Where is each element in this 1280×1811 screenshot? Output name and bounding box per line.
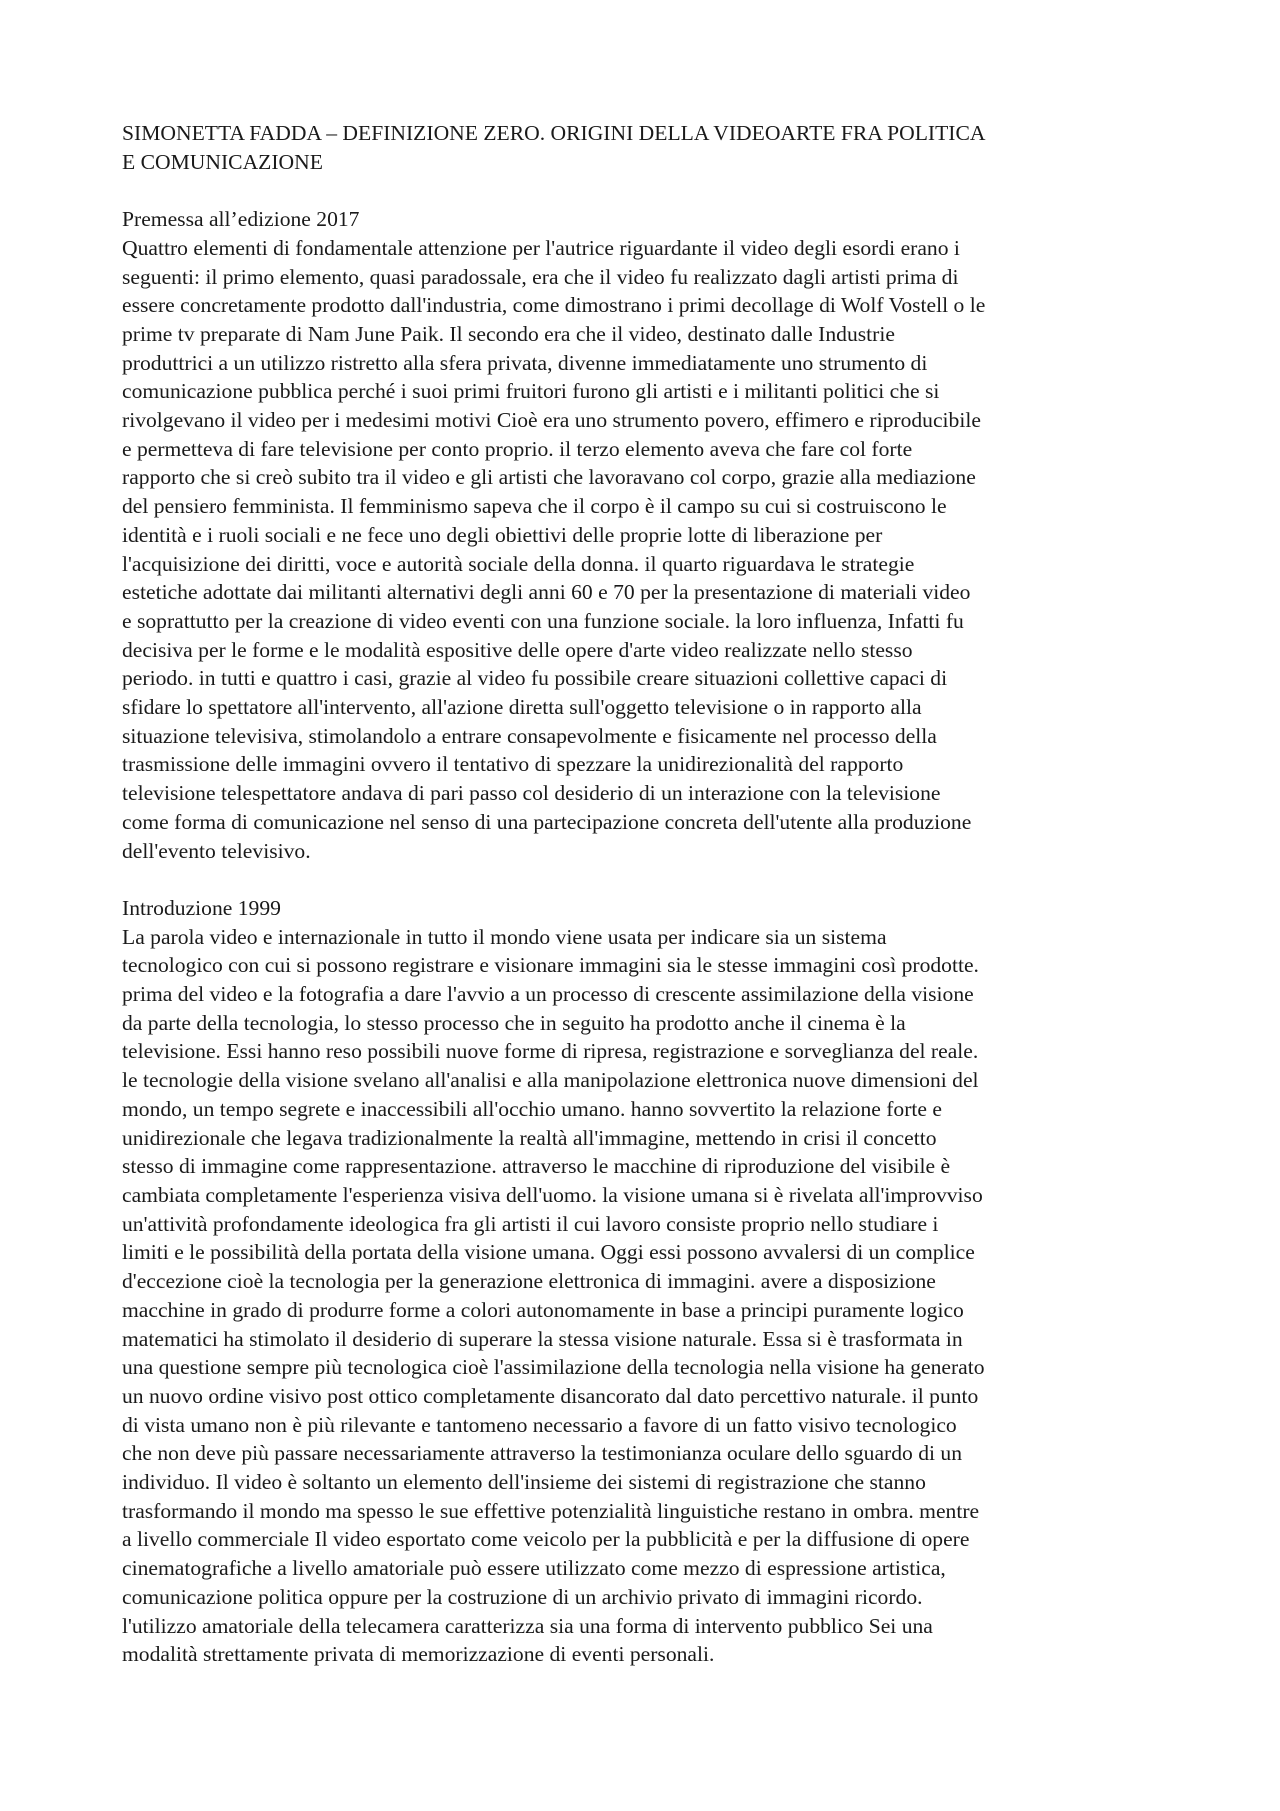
section-body (122, 234, 1172, 865)
paragraph-line: prime tv preparate di Nam June Paik. Il secondo era che il video, destinato dalle Industrie (122, 321, 895, 346)
paragraph-line: macchine in grado di produrre forme a colori autonomamente in base a principi puramente logico (122, 1297, 964, 1322)
paragraph-line: decisiva per le forme e le modalità espositive delle opere d'arte video realizzate nello stesso (122, 637, 913, 662)
paragraph-line: situazione televisiva, stimolandolo a entrare consapevolmente e fisicamente nel processo della (122, 723, 937, 748)
paragraph-line: un'attività profondamente ideologica fra gli artisti il cui lavoro consiste proprio nello studiare i (122, 1211, 939, 1236)
paragraph-line: di vista umano non è più rilevante e tantomeno necessario a favore di un fatto visivo tecnologico (122, 1412, 957, 1437)
title-line: E COMUNICAZIONE (122, 149, 323, 174)
paragraph-line: periodo. in tutti e quattro i casi, grazie al video fu possibile creare situazioni collettive capaci di (122, 666, 948, 691)
paragraph-line: e permetteva di fare televisione per conto proprio. il terzo elemento aveva che fare col forte (122, 436, 913, 461)
paragraph-line: l'acquisizione dei diritti, voce e autorità sociale della donna. il quarto riguardava le strategie (122, 551, 915, 576)
paragraph-line: a livello commerciale Il video esportato come veicolo per la pubblicità e per la diffusione di opere (122, 1527, 970, 1552)
paragraph-line: comunicazione pubblica perché i suoi primi fruitori furono gli artisti e i militanti politici che si (122, 379, 940, 404)
paragraph-line: l'utilizzo amatoriale della telecamera caratterizza sia una forma di intervento pubblico Sei una (122, 1613, 933, 1638)
paragraph-line: le tecnologie della visione svelano all'analisi e alla manipolazione elettronica nuove dimensioni del (122, 1068, 979, 1093)
section-heading: Premessa all’edizione 2017 (122, 207, 360, 232)
paragraph-line: unidirezionale che legava tradizionalmente la realtà all'immagine, mettendo in crisi il concetto (122, 1125, 937, 1150)
document-page (122, 119, 1172, 1698)
paragraph-line: una questione sempre più tecnologica cioè l'assimilazione della tecnologia nella visione ha generato (122, 1355, 985, 1380)
section-heading: Introduzione 1999 (122, 895, 281, 920)
paragraph-line: un nuovo ordine visivo post ottico completamente disancorato dal dato percettivo naturale. il punto (122, 1383, 979, 1408)
paragraph-line: seguenti: il primo elemento, quasi paradossale, era che il video fu realizzato dagli artisti prima di (122, 264, 959, 289)
paragraph-line: estetiche adottate dai militanti alternativi degli anni 60 e 70 per la presentazione di materiali video (122, 580, 971, 605)
paragraph-line: sfidare lo spettatore all'intervento, all'azione diretta sull'oggetto televisione o in rapporto alla (122, 695, 922, 720)
paragraph-line: modalità strettamente privata di memorizzazione di eventi personali. (122, 1642, 715, 1667)
paragraph-line: stesso di immagine come rappresentazione. attraverso le macchine di riproduzione del visibile è (122, 1154, 951, 1179)
title-line: SIMONETTA FADDA – DEFINIZIONE ZERO. ORIGINI DELLA VIDEOARTE FRA POLITICA (122, 121, 986, 145)
paragraph-line: identità e i ruoli sociali e ne fece uno degli obiettivi delle proprie lotte di liberazione per (122, 522, 883, 547)
paragraph-line: produttrici a un utilizzo ristretto alla sfera privata, divenne immediatamente uno strumento di (122, 350, 928, 375)
paragraph-line: La parola video e internazionale in tutto il mondo viene usata per indicare sia un sistema (122, 924, 887, 949)
paragraph-line: comunicazione politica oppure per la costruzione di un archivio privato di immagini ricordo. (122, 1584, 923, 1609)
paragraph-line: essere concretamente prodotto dall'industria, come dimostrano i primi decollage di Wolf Vostell o le (122, 293, 986, 318)
paragraph-line: rapporto che si creò subito tra il video e gli artisti che lavoravano col corpo, grazie alla mediazione (122, 465, 976, 490)
paragraph-line: d'eccezione cioè la tecnologia per la generazione elettronica di immagini. avere a disposizione (122, 1269, 936, 1294)
paragraph-line: da parte della tecnologia, lo stesso processo che in seguito ha prodotto anche il cinema è la (122, 1010, 906, 1035)
paragraph-line: del pensiero femminista. Il femminismo sapeva che il corpo è il campo su cui si costruiscono le (122, 494, 947, 519)
paragraph-line: televisione telespettatore andava di pari passo col desiderio di un interazione con la televisione (122, 781, 941, 806)
paragraph-line: cambiata completamente l'esperienza visiva dell'uomo. la visione umana si è rivelata all'improvviso (122, 1182, 983, 1207)
paragraph-line: televisione. Essi hanno reso possibili nuove forme di ripresa, registrazione e sorveglianza del reale. (122, 1039, 979, 1064)
paragraph-line: tecnologico con cui si possono registrare e visionare immagini sia le stesse immagini così prodotte. (122, 953, 979, 978)
paragraph-line: e soprattutto per la creazione di video eventi con una funzione sociale. la loro influenza, Infatti fu (122, 608, 964, 633)
paragraph-line: Quattro elementi di fondamentale attenzione per l'autrice riguardante il video degli esordi erano i (122, 235, 960, 260)
paragraph-line: che non deve più passare necessariamente attraverso la testimonianza oculare dello sguardo di un (122, 1441, 963, 1466)
section-body (122, 923, 1172, 1669)
paragraph-line: limiti e le possibilità della portata della visione umana. Oggi essi possono avvalersi di un complice (122, 1240, 975, 1265)
paragraph-line: trasmissione delle immagini ovvero il tentativo di spezzare la unidirezionalità del rapporto (122, 752, 904, 777)
paragraph-line: rivolgevano il video per i medesimi motivi Cioè era uno strumento povero, effimero e riproducibile (122, 408, 981, 433)
paragraph-line: come forma di comunicazione nel senso di una partecipazione concreta dell'utente alla produzione (122, 809, 972, 834)
paragraph-line: cinematografiche a livello amatoriale può essere utilizzato come mezzo di espressione artistica, (122, 1556, 946, 1581)
paragraph-line: individuo. Il video è soltanto un elemento dell'insieme dei sistemi di registrazione che stanno (122, 1470, 926, 1495)
paragraph-line: prima del video e la fotografia a dare l'avvio a un processo di crescente assimilazione della visione (122, 982, 974, 1007)
section-premessa (122, 205, 1172, 865)
paragraph-line: matematici ha stimolato il desiderio di superare la stessa visione naturale. Essa si è trasformata in (122, 1326, 963, 1351)
paragraph-line: mondo, un tempo segrete e inaccessibili all'occhio umano. hanno sovvertito la relazione forte e (122, 1096, 942, 1121)
paragraph-line: dell'evento televisivo. (122, 838, 311, 863)
section-introduzione (122, 894, 1172, 1669)
paragraph-line: trasformando il mondo ma spesso le sue effettive potenzialità linguistiche restano in ombra. mentre (122, 1498, 980, 1523)
document-title (122, 119, 1172, 176)
